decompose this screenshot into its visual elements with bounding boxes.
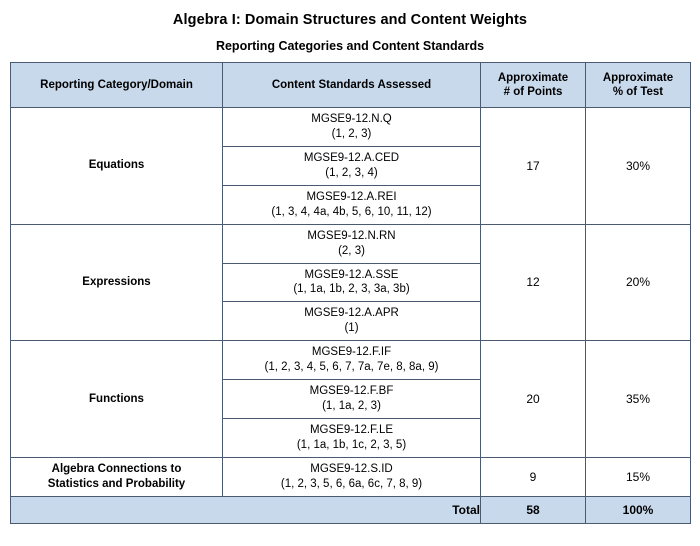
standard-code: MGSE9-12.N.RN	[307, 229, 396, 242]
domain-label-line2: Statistics and Probability	[47, 477, 186, 490]
header-percent	[586, 63, 691, 108]
header-domain: Reporting Category/Domain	[11, 63, 223, 108]
standard-code: MGSE9-12.A.SSE	[304, 268, 399, 281]
percent-value: 35%	[586, 341, 691, 458]
standard-entry	[223, 263, 480, 302]
standard-row	[223, 225, 480, 263]
table-row	[11, 457, 691, 496]
standard-entry	[223, 419, 480, 457]
standard-entry	[223, 185, 480, 223]
domain-label: Equations	[11, 108, 223, 225]
points-value: 17	[481, 108, 586, 225]
standard-row	[223, 108, 480, 146]
total-percent: 100%	[586, 496, 691, 523]
domain-label-line1: Algebra Connections to	[51, 462, 182, 475]
header-points	[481, 63, 586, 108]
standard-code: MGSE9-12.F.LE	[309, 424, 394, 436]
header-standards: Content Standards Assessed	[223, 63, 481, 108]
page-title: Algebra I: Domain Structures and Content Weights	[172, 12, 528, 28]
standard-code: MGSE9-12.S.ID	[310, 462, 393, 475]
standard-row	[223, 302, 480, 340]
standard-list: (1, 3, 4, 4a, 4b, 5, 6, 10, 11, 12)	[271, 205, 432, 218]
standard-list: (1, 1a, 1b, 1c, 2, 3, 5)	[296, 438, 407, 451]
standard-entry	[223, 458, 480, 496]
domain-label: Expressions	[11, 224, 223, 341]
standard-row	[223, 419, 480, 457]
domain-label: Functions	[11, 341, 223, 458]
standards-cell	[223, 224, 481, 341]
percent-value: 20%	[586, 224, 691, 341]
standard-entry	[223, 225, 480, 263]
table-row	[11, 108, 691, 225]
total-points: 58	[481, 496, 586, 523]
standard-row	[223, 458, 480, 496]
header-points-line1: Approximate	[497, 71, 569, 84]
page-subtitle: Reporting Categories and Content Standards	[215, 39, 485, 53]
header-points-line2: # of Points	[503, 86, 563, 98]
points-value: 9	[481, 457, 586, 496]
standard-list: (1, 2, 3, 5, 6, 6a, 6c, 7, 8, 9)	[280, 477, 423, 490]
standard-entry	[223, 341, 480, 379]
standards-cell	[223, 457, 481, 496]
header-percent-line1: Approximate	[602, 71, 674, 84]
standard-entry	[223, 380, 480, 419]
standard-row	[223, 263, 480, 302]
percent-value: 15%	[586, 457, 691, 496]
standard-list: (1)	[344, 322, 359, 335]
standard-list: (1, 2, 3)	[331, 127, 372, 140]
standard-code: MGSE9-12.N.Q	[311, 113, 392, 125]
standard-row	[223, 341, 480, 379]
domain-weights-table	[10, 62, 691, 524]
table-row	[11, 341, 691, 458]
table-row	[11, 224, 691, 341]
standard-code: MGSE9-12.F.BF	[309, 385, 394, 398]
standards-cell	[223, 341, 481, 458]
standard-entry	[223, 108, 480, 146]
standard-list: (1, 1a, 2, 3)	[322, 400, 381, 413]
standard-code: MGSE9-12.F.IF	[311, 346, 392, 359]
points-value: 12	[481, 224, 586, 341]
percent-value: 30%	[586, 108, 691, 225]
header-percent-line2: % of Test	[612, 86, 664, 98]
total-row	[11, 496, 691, 523]
domain-label	[11, 457, 223, 496]
standard-list: (1, 2, 3, 4)	[325, 166, 378, 179]
standard-entry	[223, 302, 480, 340]
standard-code: MGSE9-12.A.CED	[303, 151, 400, 164]
points-value: 20	[481, 341, 586, 458]
standard-list: (1, 1a, 1b, 2, 3, 3a, 3b)	[293, 283, 410, 296]
standard-row	[223, 146, 480, 185]
standard-list: (2, 3)	[338, 244, 365, 257]
standard-list: (1, 2, 3, 4, 5, 6, 7, 7a, 7e, 8, 8a, 9)	[264, 361, 439, 374]
standard-row	[223, 380, 480, 419]
table-header-row	[11, 63, 691, 108]
standard-entry	[223, 146, 480, 185]
standard-row	[223, 185, 480, 223]
standard-code: MGSE9-12.A.REI	[306, 190, 397, 203]
standards-cell	[223, 108, 481, 225]
standard-code: MGSE9-12.A.APR	[304, 307, 399, 320]
total-label: Total	[11, 496, 481, 523]
